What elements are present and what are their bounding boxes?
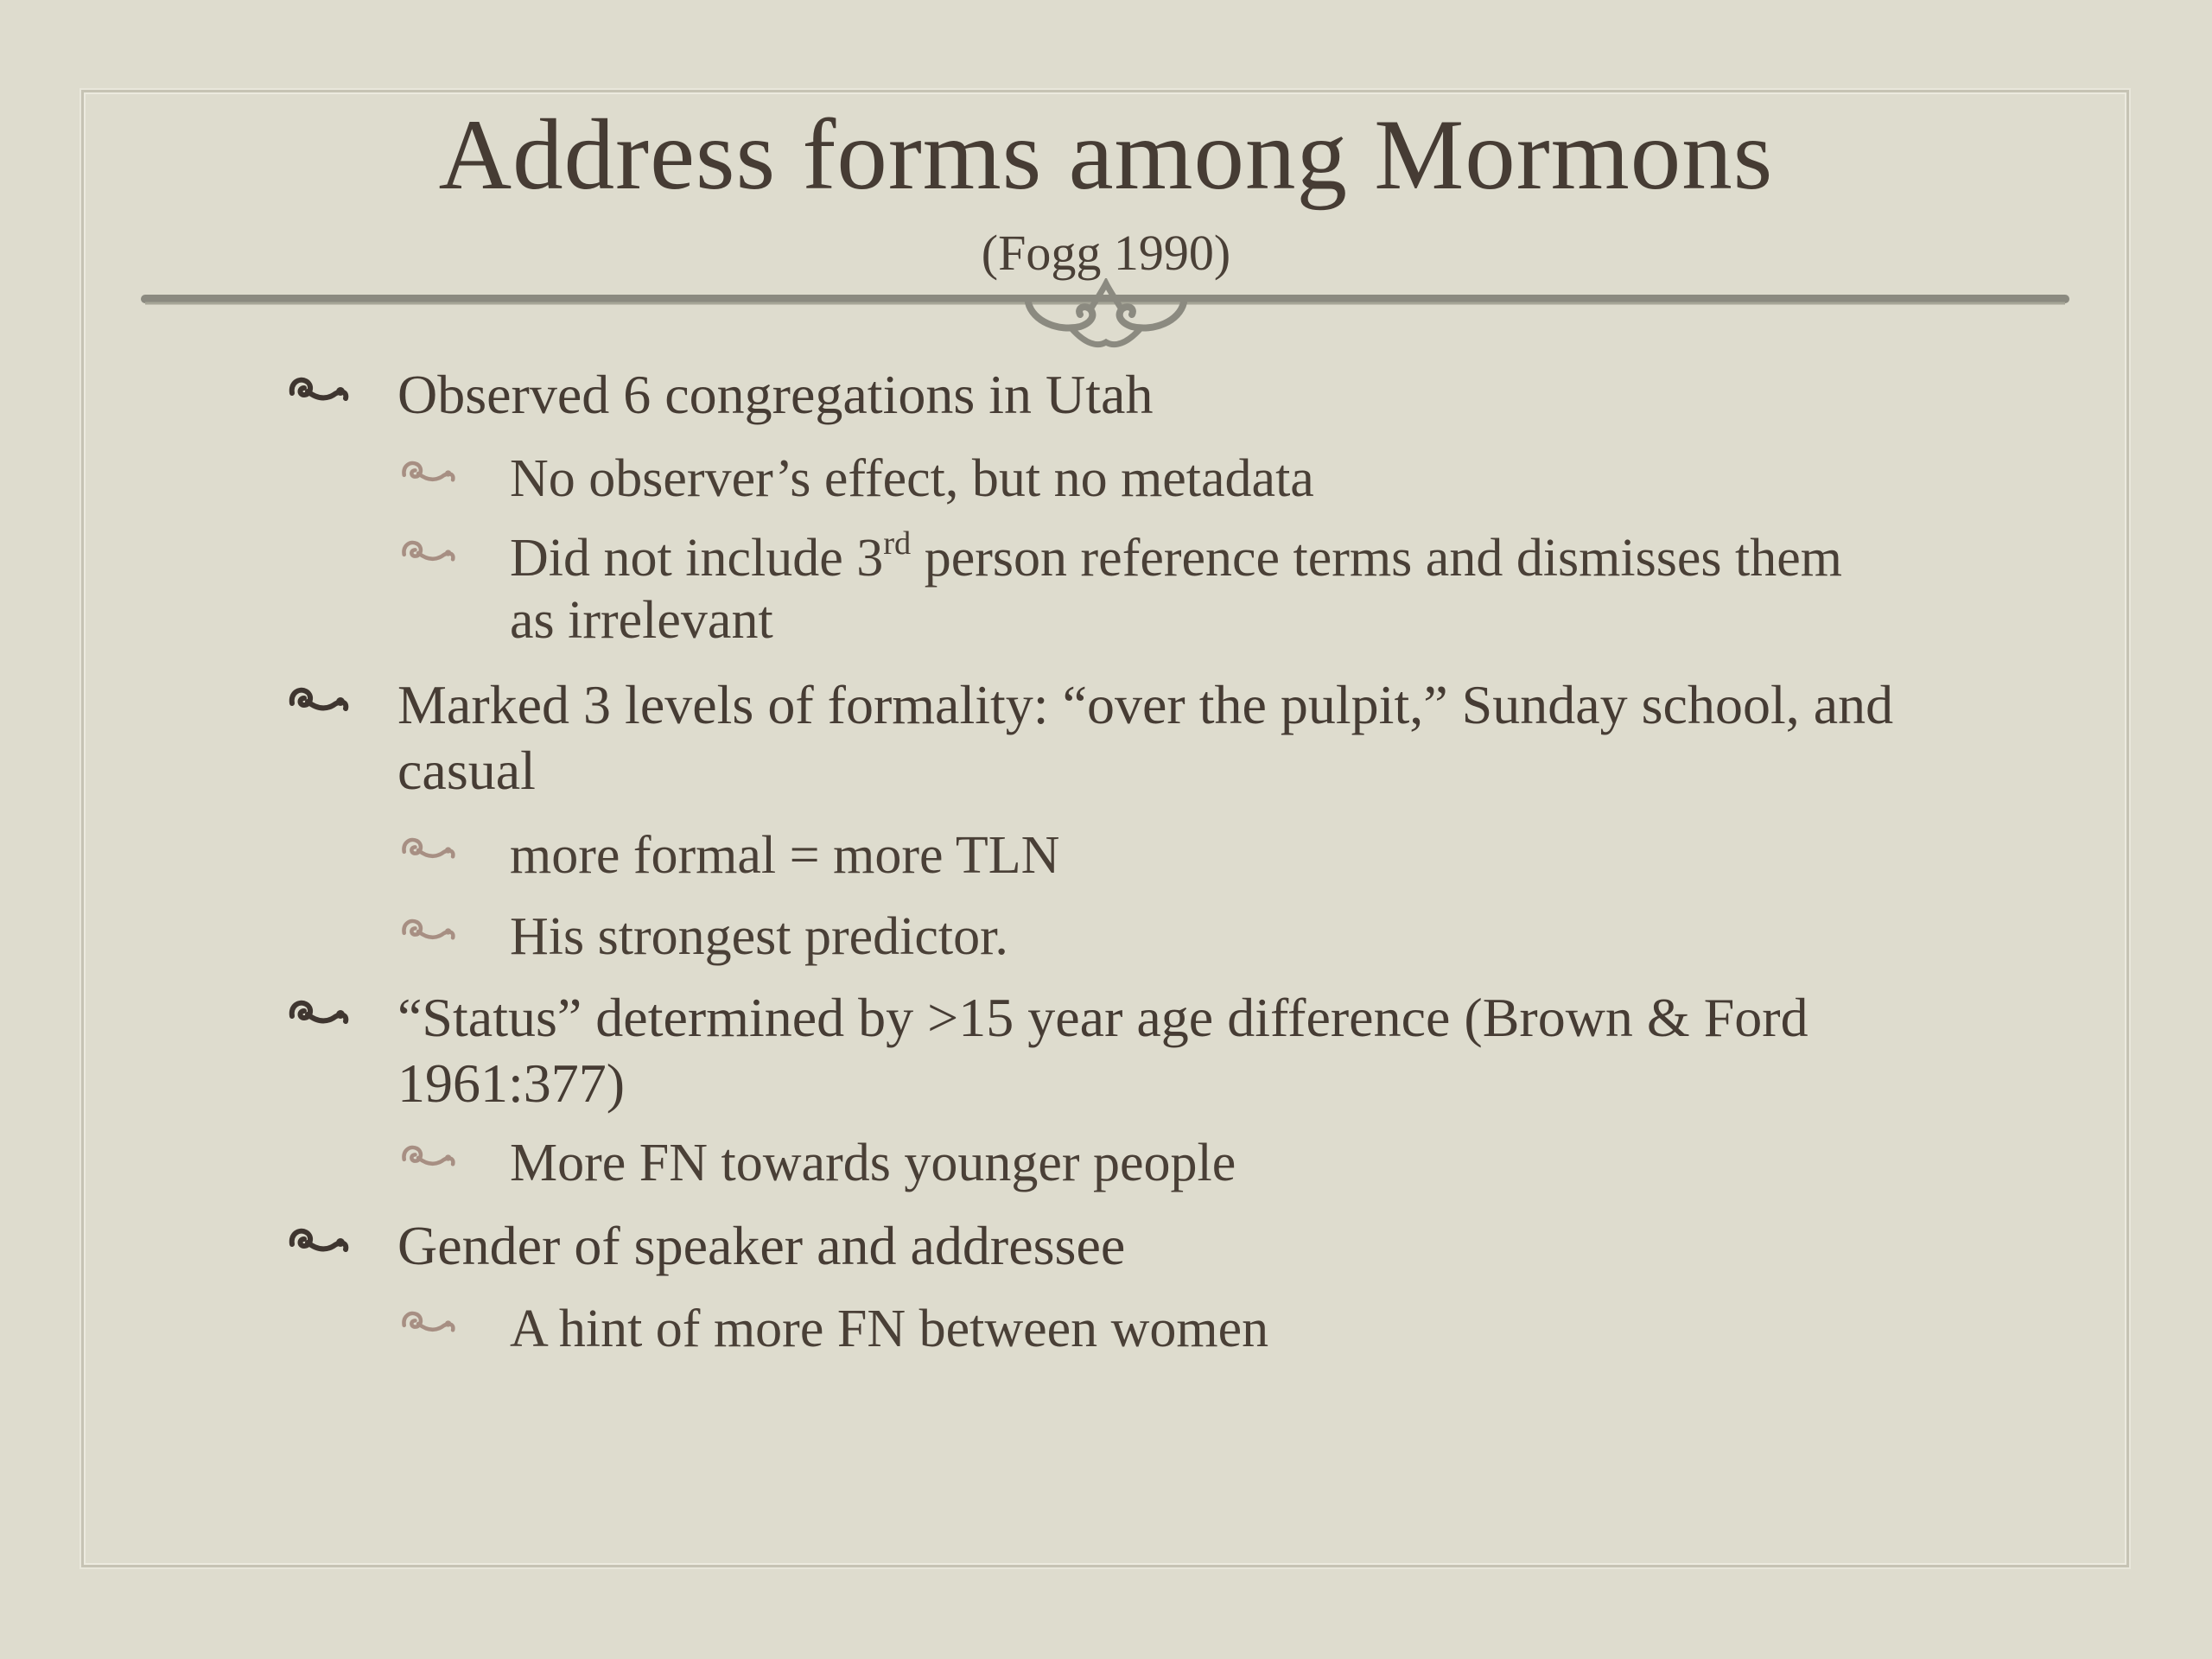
bullet-text: No observer’s effect, but no metadata — [510, 449, 1314, 508]
slide-title: Address forms among Mormons — [438, 99, 1774, 211]
fleuron-icon — [399, 1306, 456, 1341]
slide-subtitle: (Fogg 1990) — [981, 225, 1231, 281]
bullet-text: Did not include 3rd person reference terms and dismisses them as irrelevant — [510, 524, 1842, 650]
fleuron-icon — [399, 456, 456, 491]
bullet-text: Observed 6 congregations in Utah — [397, 364, 1154, 425]
fleuron-icon — [287, 1224, 349, 1262]
bullet-text: “Status” determined by >15 year age difference (Brown & Ford 1961:377) — [397, 987, 1808, 1114]
fleuron-icon — [399, 1141, 456, 1175]
superscript: rd — [883, 524, 912, 562]
fleuron-icon — [287, 372, 349, 410]
fleuron-icon — [399, 914, 456, 949]
fleuron-icon — [287, 683, 349, 721]
fleuron-icon — [399, 536, 456, 570]
fleuron-icon — [287, 995, 349, 1033]
bullet-text: More FN towards younger people — [510, 1134, 1236, 1192]
fleuron-icon — [399, 833, 456, 868]
bullet-text: His strongest predictor. — [510, 907, 1008, 966]
bullet-text: Marked 3 levels of formality: “over the pulpit,” Sunday school, and casual — [397, 674, 1894, 801]
bullet-text: more formal = more TLN — [510, 826, 1060, 885]
bullet-text: Gender of speaker and addressee — [397, 1215, 1126, 1276]
bullet-text: A hint of more FN between women — [510, 1300, 1269, 1358]
